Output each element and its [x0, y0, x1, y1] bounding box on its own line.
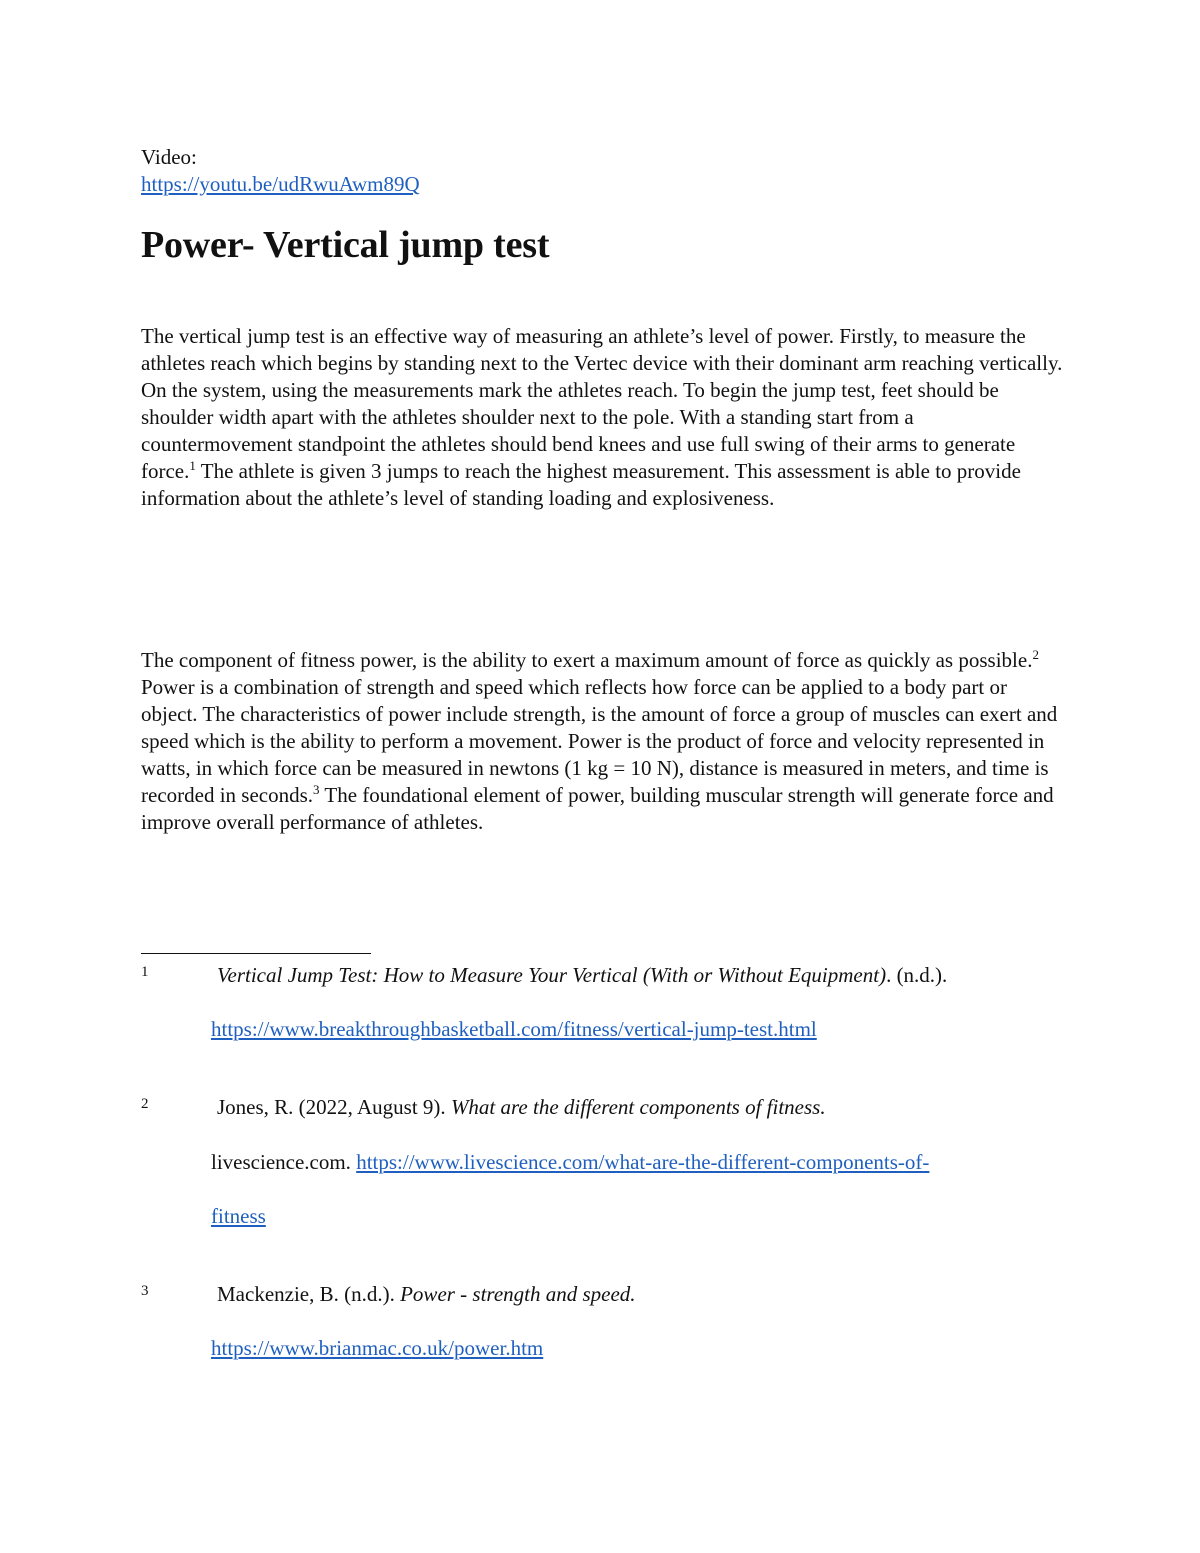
footnote-link-continued[interactable]: fitness — [211, 1204, 266, 1228]
footnote-citation — [217, 962, 947, 988]
footnote-separator — [141, 953, 371, 954]
footnote-number: 1 — [141, 964, 149, 980]
footnote-ref[interactable]: 2 — [1032, 647, 1039, 662]
footnote-citation — [217, 1281, 636, 1307]
footnote-number: 2 — [141, 1096, 149, 1112]
footnote-link[interactable]: https://www.breakthroughbasketball.com/fitness/vertical-jump-test.html — [211, 1017, 817, 1041]
paragraph-vertical-jump — [141, 323, 1066, 512]
footnote-title: Vertical Jump Test: How to Measure Your Vertical (With or Without Equipment) — [217, 963, 887, 987]
video-link[interactable]: https://youtu.be/udRwuAwm89Q — [141, 172, 420, 196]
footnote-link[interactable]: https://www.brianmac.co.uk/power.htm — [211, 1336, 544, 1360]
footnote-author: Mackenzie, B. (n.d.). — [217, 1282, 401, 1306]
paragraph-power-component — [141, 647, 1066, 836]
footnote-citation — [217, 1094, 826, 1120]
footnote-ref[interactable]: 3 — [313, 782, 320, 797]
page-title: Power- Vertical jump test — [141, 224, 550, 266]
footnote-title: Power - strength and speed. — [400, 1282, 636, 1306]
paragraph-text: The component of fitness power, is the ability to exert a maximum amount of force as quickly as possible. — [141, 648, 1033, 672]
paragraph-text: The vertical jump test is an effective way of measuring an athlete’s level of power. Firstly, to measure the athletes reach which begins by standing next to the Vertec device with their dominant arm reaching vertically. On the system, using the measurements mark the athletes reach. To begin the jump test, feet should be shoulder width apart with the athletes shoulder next to the pole. With a standing start from a countermovement standpoint the athletes should bend knees and use full swing of their arms to generate force. — [141, 324, 1063, 483]
footnote-author: Jones, R. (2022, August 9). — [217, 1095, 451, 1119]
paragraph-text: Power is a combination of strength and speed which reflects how force can be applied to a body part or object. The characteristics of power include strength, is the amount of force a group of muscles can exert and speed which is the ability to perform a movement. Power is the product of force and velocity represented in watts, in which force can be measured in newtons (1 kg = 10 N), distance is measured in meters, and time is recorded in seconds. — [141, 675, 1058, 807]
footnote-source — [211, 1149, 929, 1175]
footnote-site: livescience.com. — [211, 1150, 357, 1174]
footnote-number: 3 — [141, 1283, 149, 1299]
paragraph-text: The foundational element of power, building muscular strength will generate force and improve overall performance of athletes. — [141, 783, 1054, 834]
footnote-title: What are the different components of fitness. — [450, 1095, 826, 1119]
paragraph-text: The athlete is given 3 jumps to reach the highest measurement. This assessment is able to provide information about the athlete’s level of standing loading and explosiveness. — [141, 459, 1021, 510]
video-label: Video: — [141, 145, 197, 169]
footnote-link[interactable]: https://www.livescience.com/what-are-the-different-components-of- — [356, 1150, 930, 1174]
footnote-text: . (n.d.). — [886, 963, 948, 987]
footnote-ref[interactable]: 1 — [189, 458, 196, 473]
